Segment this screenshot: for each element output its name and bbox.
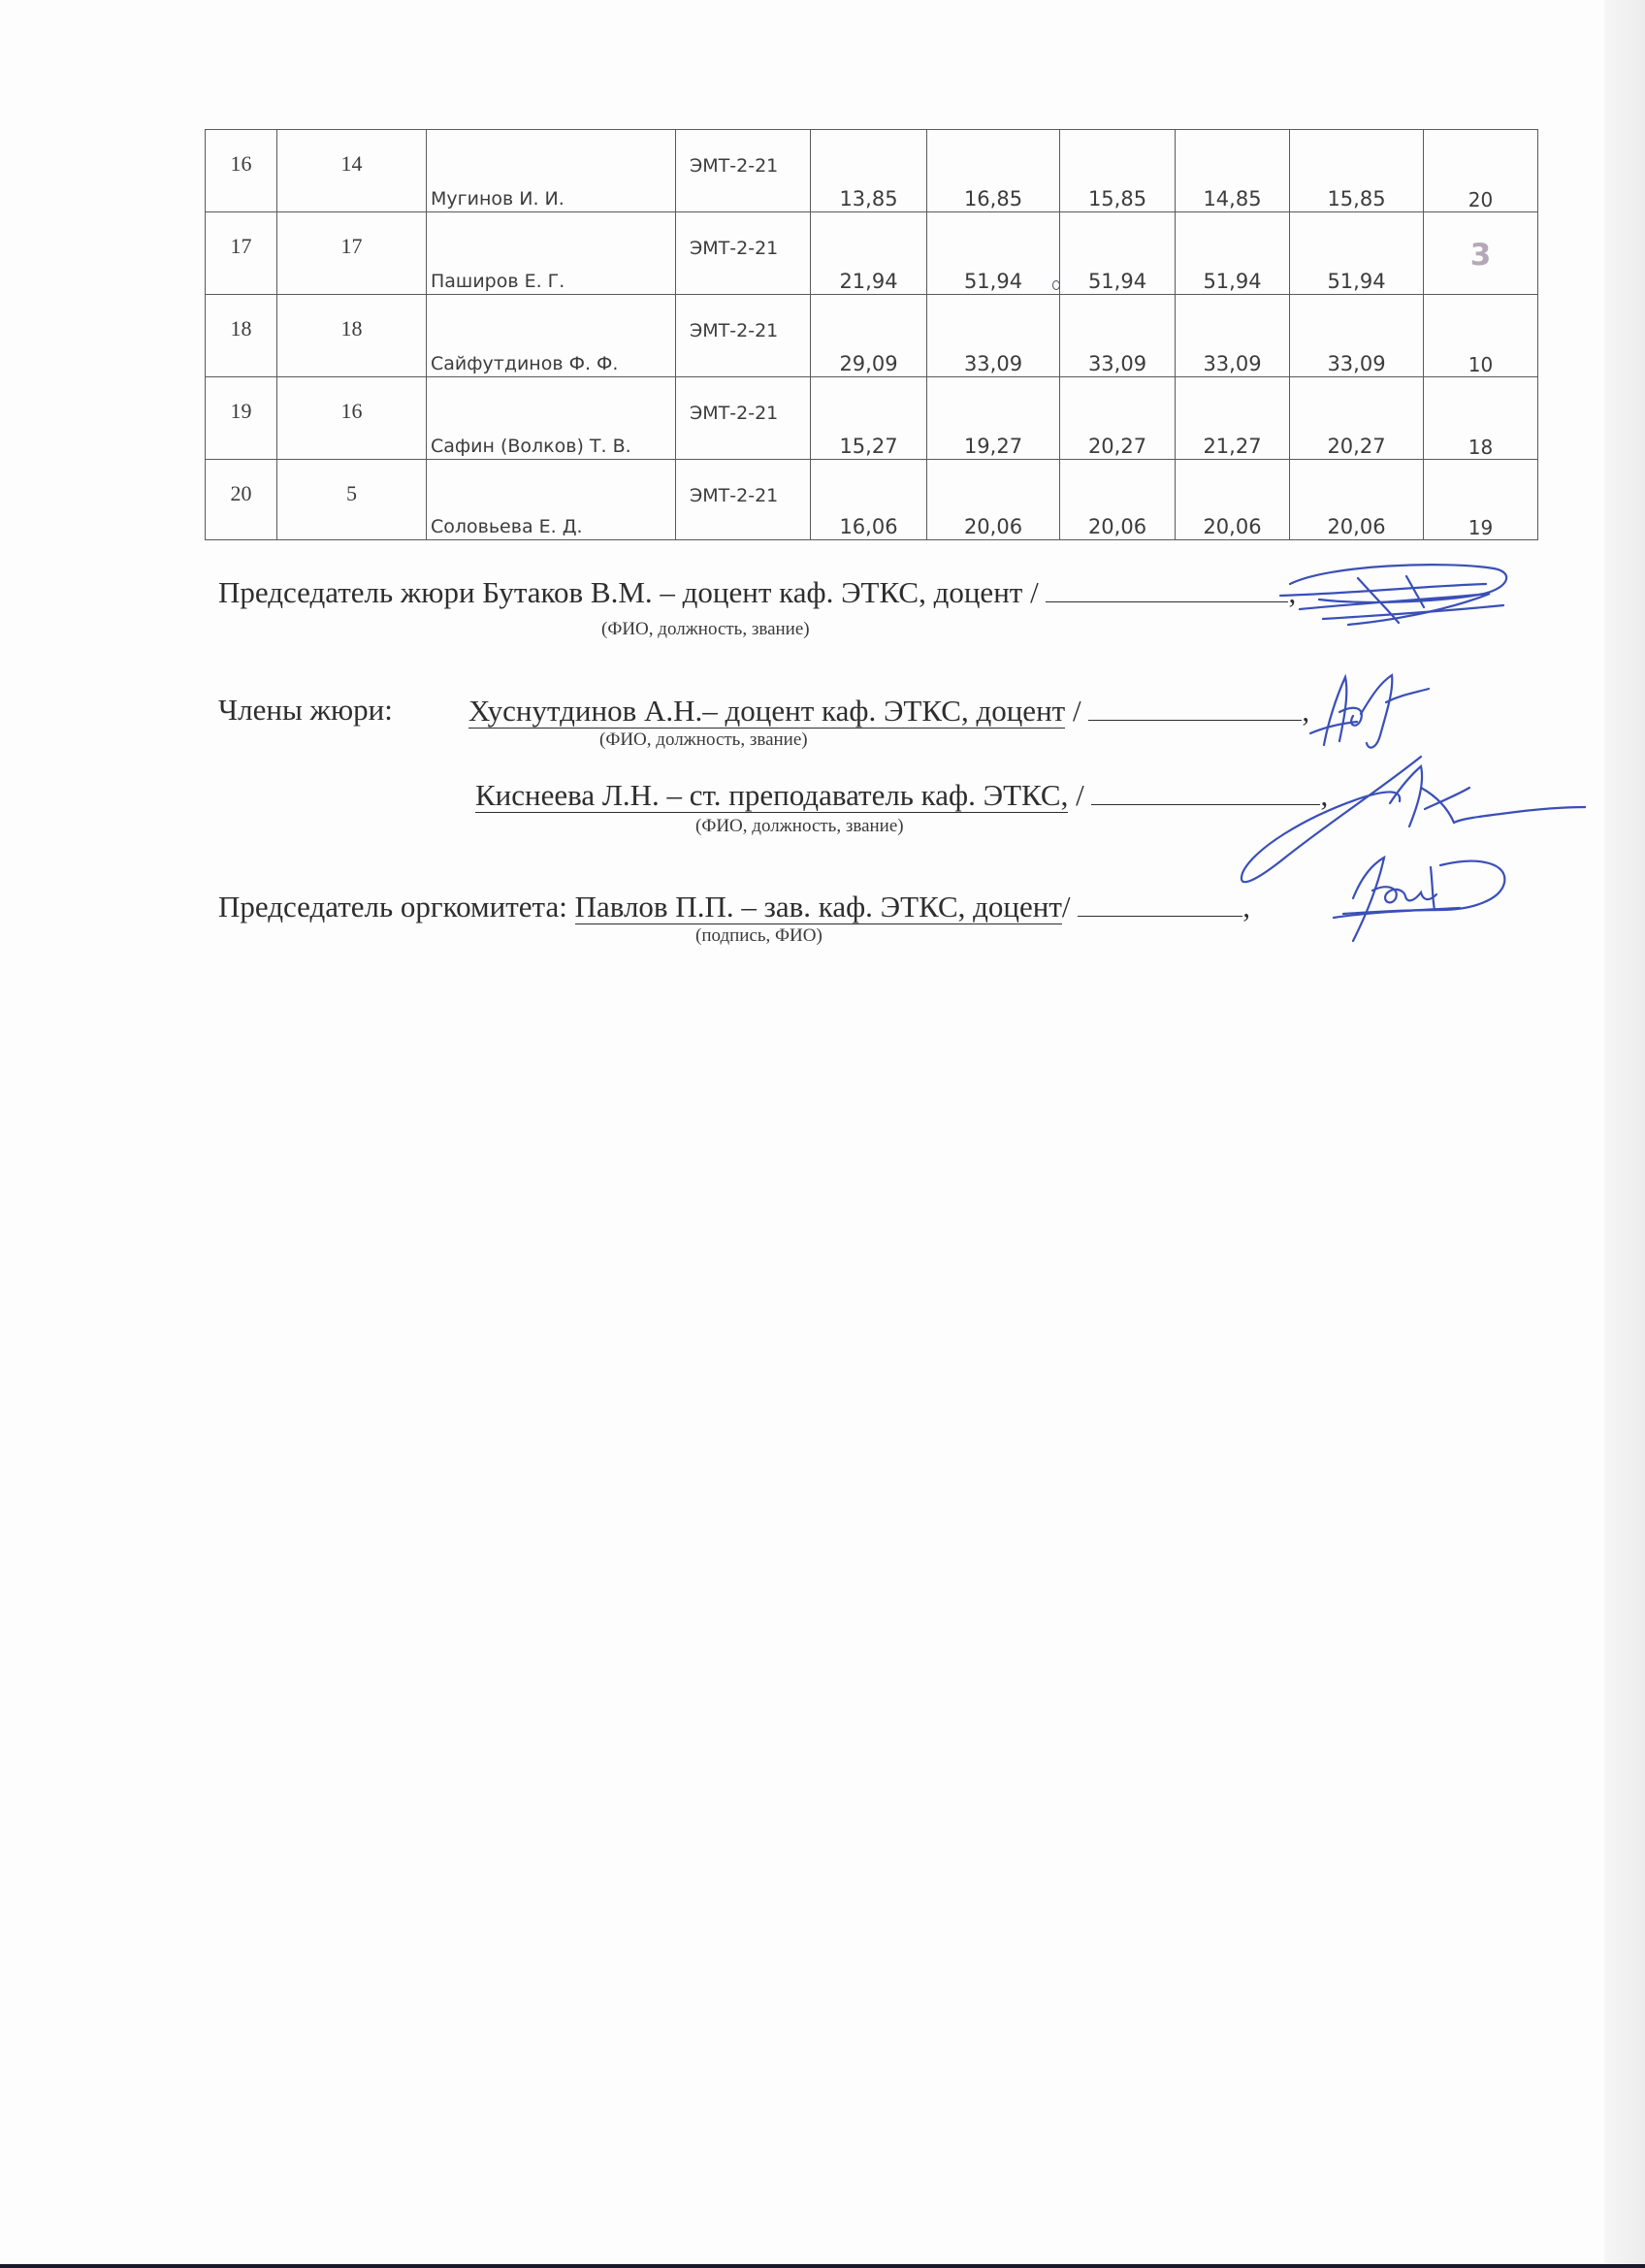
jury-member-1-caption: (ФИО, должность, звание): [599, 729, 808, 750]
participant-name: Паширов Е. Г.: [431, 271, 565, 292]
jury-member-2-signature: [1217, 749, 1586, 894]
row-number-cell: [206, 377, 277, 460]
final-place-cell: [1424, 130, 1538, 212]
final-place-cell: [1424, 212, 1538, 295]
jury-member-1-name: Хуснутдинов А.Н.– доцент каф. ЭТКС, доцент: [468, 694, 1066, 728]
participant-id: 14: [340, 151, 363, 176]
score-1: 21,94: [839, 270, 898, 293]
participant-group: ЭМТ-2-21: [690, 238, 779, 259]
score-4-cell: [1176, 460, 1290, 540]
participant-name: Мугинов И. И.: [431, 188, 564, 210]
score-4: 33,09: [1203, 352, 1262, 375]
participant-name: Соловьева Е. Д.: [431, 516, 583, 537]
score-5: 51,94: [1327, 270, 1386, 293]
org-chair-name: Павлов П.П. – зав. каф. ЭТКС, доцент: [574, 890, 1062, 923]
score-3: 15,85: [1087, 187, 1147, 211]
row-number: 20: [230, 481, 252, 505]
score-2-cell: [927, 295, 1060, 377]
participant-group-cell: [676, 460, 811, 540]
final-place-cell: [1424, 377, 1538, 460]
table-row: [206, 295, 1538, 377]
score-5-cell: [1290, 212, 1424, 295]
score-3-cell: [1060, 377, 1176, 460]
jury-member-2-trail: ,: [1320, 778, 1329, 812]
score-3-cell: [1060, 460, 1176, 540]
participant-name: Сайфутдинов Ф. Ф.: [431, 353, 619, 374]
participant-id-cell: [277, 130, 427, 212]
score-3-cell: [1060, 295, 1176, 377]
score-5-cell: [1290, 460, 1424, 540]
final-place: 18: [1468, 436, 1494, 459]
org-chair-signature: [1314, 840, 1528, 947]
final-place: 10: [1468, 353, 1494, 376]
participant-name-cell: [427, 212, 676, 295]
score-5: 33,09: [1327, 352, 1386, 375]
jury-chair-signature-blank: [1046, 574, 1288, 602]
org-chair-slash: /: [1061, 890, 1071, 923]
row-number-cell: [206, 460, 277, 540]
score-4-cell: [1176, 212, 1290, 295]
results-table: [205, 129, 1538, 540]
score-3-cell: [1060, 130, 1176, 212]
score-5: 20,27: [1327, 435, 1386, 458]
score-4-cell: [1176, 377, 1290, 460]
org-chair-trail: ,: [1242, 890, 1251, 923]
score-2-cell: [927, 460, 1060, 540]
participant-group-cell: [676, 130, 811, 212]
jury-member-2-slash: /: [1076, 778, 1084, 812]
score-3: 20,06: [1087, 515, 1147, 538]
score-3: 33,09: [1087, 352, 1147, 375]
org-chair-line: [218, 889, 1250, 924]
participant-id-cell: [277, 377, 427, 460]
score-4: 14,85: [1203, 187, 1262, 211]
score-5-cell: [1290, 295, 1424, 377]
score-1-cell: [811, 460, 927, 540]
score-2: 20,06: [963, 515, 1023, 538]
score-2: 51,94: [963, 270, 1023, 293]
jury-chair-line: [218, 574, 1296, 610]
participant-id-cell: [277, 212, 427, 295]
org-chair-signature-blank: [1078, 889, 1242, 917]
score-4: 20,06: [1203, 515, 1262, 538]
participant-id-cell: [277, 295, 427, 377]
participant-id: 18: [340, 316, 363, 340]
participant-group-cell: [676, 212, 811, 295]
score-2-cell: [927, 130, 1060, 212]
final-place: 19: [1468, 516, 1494, 539]
score-2: 33,09: [963, 352, 1023, 375]
table-row: [206, 377, 1538, 460]
jury-member-2-line: [475, 777, 1328, 813]
scanned-page-edge: [1604, 0, 1645, 2268]
score-2: 19,27: [963, 435, 1023, 458]
score-2-cell: [927, 377, 1060, 460]
score-1: 13,85: [839, 187, 898, 211]
table-row: [206, 460, 1538, 540]
score-2-cell: [927, 212, 1060, 295]
score-1-cell: [811, 295, 927, 377]
score-4-cell: [1176, 130, 1290, 212]
score-3-cell: [1060, 212, 1176, 295]
row-number: 19: [230, 399, 252, 423]
participant-group: ЭМТ-2-21: [690, 485, 779, 506]
jury-chair-caption: (ФИО, должность, звание): [601, 619, 810, 639]
final-place-cell: [1424, 295, 1538, 377]
jury-member-1-trail: ,: [1302, 694, 1310, 728]
score-1: 29,09: [839, 352, 898, 375]
row-number-cell: [206, 212, 277, 295]
score-4: 21,27: [1203, 435, 1262, 458]
participant-id: 17: [340, 234, 363, 258]
participant-id-cell: [277, 460, 427, 540]
participant-name-cell: [427, 460, 676, 540]
jury-member-2-name: Киснеева Л.Н. – ст. преподаватель каф. ЭТКС,: [475, 778, 1069, 812]
jury-member-2-caption: (ФИО, должность, звание): [695, 816, 904, 836]
row-number: 17: [230, 234, 252, 258]
org-chair-label: Председатель оргкомитета:: [218, 890, 567, 923]
final-place-cell: [1424, 460, 1538, 540]
participant-group-cell: [676, 377, 811, 460]
score-4-cell: [1176, 295, 1290, 377]
ink-mark: [1052, 280, 1060, 290]
jury-members-label: Члены жюри:: [218, 693, 393, 727]
score-5: 20,06: [1327, 515, 1386, 538]
row-number: 16: [230, 151, 252, 176]
score-5: 15,85: [1327, 187, 1386, 211]
jury-chair-text: Председатель жюри Бутаков В.М. – доцент каф. ЭТКС, доцент /: [218, 575, 1039, 609]
score-3: 51,94: [1087, 270, 1147, 293]
participant-group-cell: [676, 295, 811, 377]
jury-member-1-line: [468, 693, 1309, 729]
row-number: 18: [230, 316, 252, 340]
participant-id: 5: [346, 481, 357, 505]
score-1: 15,27: [839, 435, 898, 458]
participant-name: Сафин (Волков) Т. В.: [431, 436, 631, 457]
score-1: 16,06: [839, 515, 898, 538]
scan-bottom-border: [0, 2264, 1645, 2268]
score-4: 51,94: [1203, 270, 1262, 293]
participant-name-cell: [427, 130, 676, 212]
score-2: 16,85: [963, 187, 1023, 211]
score-1-cell: [811, 377, 927, 460]
jury-member-1-signature-blank: [1088, 693, 1302, 721]
row-number-cell: [206, 295, 277, 377]
participant-group: ЭМТ-2-21: [690, 155, 779, 177]
score-5-cell: [1290, 377, 1424, 460]
jury-member-2-signature-blank: [1091, 777, 1320, 805]
participant-group: ЭМТ-2-21: [690, 320, 779, 341]
row-number-cell: [206, 130, 277, 212]
score-1-cell: [811, 130, 927, 212]
final-place: 20: [1468, 188, 1494, 211]
org-chair-caption: (подпись, ФИО): [695, 925, 822, 946]
table-row: [206, 130, 1538, 212]
score-3: 20,27: [1087, 435, 1147, 458]
participant-id: 16: [340, 399, 363, 423]
jury-chair-trail: ,: [1288, 575, 1297, 609]
table-row: [206, 212, 1538, 295]
score-5-cell: [1290, 130, 1424, 212]
jury-member-1-slash: /: [1072, 694, 1081, 728]
participant-group: ЭМТ-2-21: [690, 403, 779, 424]
final-place: 3: [1469, 238, 1492, 273]
participant-name-cell: [427, 295, 676, 377]
results-table-body: [206, 130, 1538, 540]
jury-chair-signature: [1261, 555, 1532, 642]
participant-name-cell: [427, 377, 676, 460]
score-1-cell: [811, 212, 927, 295]
